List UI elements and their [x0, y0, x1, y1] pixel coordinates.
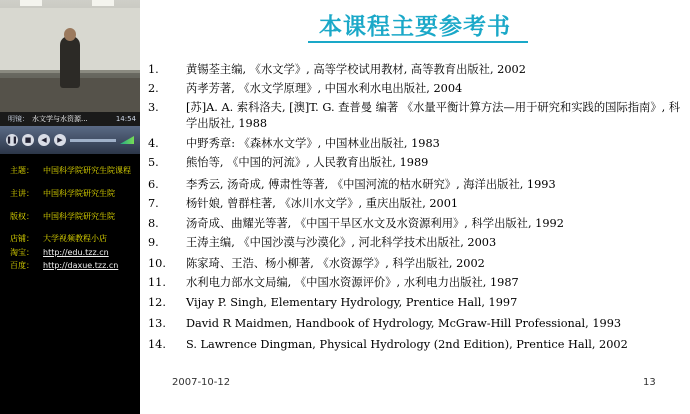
- reference-text: 汤奇成、曲耀光等著, 《中国干旱区水文及水资源利用》, 科学出版社, 1992: [186, 217, 564, 230]
- reference-text: 杨针娘, 曾群柱著, 《冰川水文学》, 重庆出版社, 2001: [186, 197, 459, 210]
- reference-text: 水利电力部水文局编, 《中国水资源评价》, 水利电力出版社, 1987: [186, 276, 519, 289]
- reference-text: 芮孝芳著, 《水文学原理》, 中国水利水电出版社, 2004: [186, 82, 463, 95]
- reference-number: 14.: [148, 338, 166, 351]
- next-button[interactable]: ▶: [54, 134, 66, 146]
- lecturer: [60, 36, 80, 88]
- info-key: 百度：: [10, 261, 34, 270]
- reference-number: 8.: [148, 217, 159, 230]
- info-value: 中国科学院研究生院: [43, 189, 115, 198]
- pause-button[interactable]: ❚❚: [6, 136, 18, 144]
- reference-text: 陈家琦、王浩、杨小柳著, 《水资源学》, 科学出版社, 2002: [186, 257, 485, 270]
- reference-number: 10.: [148, 257, 166, 270]
- baidu-link[interactable]: http://daxue.tzz.cn: [43, 261, 119, 270]
- reference-text: 李秀云, 汤奇成, 傅肃性等著, 《中国河流的枯水研究》, 海洋出版社, 1993: [186, 178, 556, 191]
- info-key: 主题：: [10, 166, 34, 175]
- reference-number: 3.: [148, 101, 159, 114]
- reference-number: 11.: [148, 276, 166, 289]
- slide-page-number: 13: [643, 377, 656, 388]
- reference-text: 王涛主编, 《中国沙漠与沙漠化》, 河北科学技术出版社, 2003: [186, 236, 497, 249]
- player-time: 14:54: [115, 115, 136, 123]
- player-title-bar: [0, 112, 140, 126]
- player-title: 水文学与水资源...: [32, 115, 88, 123]
- taobao-link[interactable]: http://edu.tzz.cn: [43, 248, 109, 257]
- reference-text: S. Lawrence Dingman, Physical Hydrology (2nd Edition), Prentice Hall, 2002: [186, 338, 628, 351]
- info-value: 大学视频教程小店: [43, 234, 107, 243]
- ceiling-light: [20, 0, 42, 6]
- slide: [140, 0, 690, 414]
- info-key: 版权：: [10, 212, 34, 221]
- info-key: 淘宝：: [10, 248, 34, 257]
- reference-text: 中野秀章: 《森林水文学》, 中国林业出版社, 1983: [186, 137, 440, 150]
- reference-text: Vijay P. Singh, Elementary Hydrology, Prentice Hall, 1997: [186, 296, 518, 309]
- reference-number: 2.: [148, 82, 159, 95]
- info-value: 中国科学院研究生院: [43, 212, 115, 221]
- seek-bar[interactable]: [70, 139, 116, 142]
- reference-text: 黄锡荃主编, 《水文学》, 高等学校试用教材, 高等教育出版社, 2002: [186, 63, 526, 76]
- stop-button[interactable]: ■: [22, 134, 34, 146]
- previous-button[interactable]: ◀: [38, 134, 50, 146]
- reference-number: 1.: [148, 63, 159, 76]
- reference-text: 熊怡等, 《中国的河流》, 人民教育出版社, 1989: [186, 156, 429, 169]
- title-underline: [308, 41, 528, 43]
- info-key: 店铺：: [10, 234, 34, 243]
- reference-number: 12.: [148, 296, 166, 309]
- reference-number: 7.: [148, 197, 159, 210]
- info-value: 中国科学院研究生院课程: [43, 166, 131, 175]
- player-title-label: 明镜：: [8, 115, 29, 123]
- sidebar: [0, 0, 140, 414]
- reference-number: 5.: [148, 156, 159, 169]
- lecturer-head: [64, 28, 76, 41]
- player-controls: [0, 126, 140, 154]
- reference-number: 6.: [148, 178, 159, 191]
- reference-number: 13.: [148, 317, 166, 330]
- video-frame[interactable]: [0, 0, 140, 112]
- reference-text: [苏]A. A. 索科洛夫, [澳]T. G. 查普曼 编著 《水量平衡计算方法—用于研究和实践的国际指南》, 科学出版社, 1988: [186, 101, 681, 130]
- reference-number: 9.: [148, 236, 159, 249]
- volume-slider[interactable]: [120, 136, 134, 144]
- reference-text: David R Maidmen, Handbook of Hydrology, McGraw-Hill Professional, 1993: [186, 317, 622, 330]
- ceiling-light: [92, 0, 114, 6]
- reference-number: 4.: [148, 137, 159, 150]
- slide-date: 2007-10-12: [172, 377, 231, 388]
- info-key: 主讲：: [10, 189, 34, 198]
- slide-title: 本课程主要参考书: [319, 14, 511, 40]
